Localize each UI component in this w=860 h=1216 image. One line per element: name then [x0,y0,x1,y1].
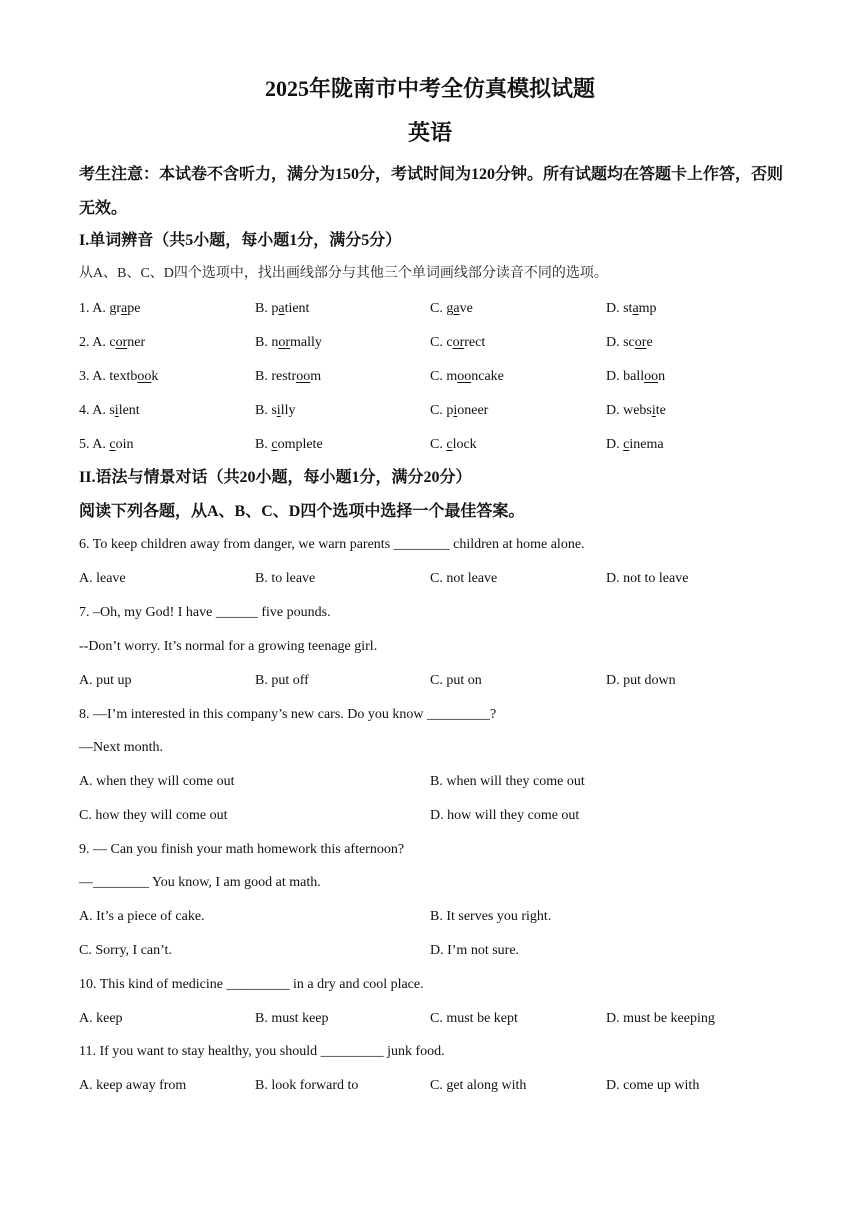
underlined-letters: oo [137,369,152,384]
option-d [606,367,665,387]
option-d [606,435,664,455]
option-text-suffix: oin [115,437,134,452]
option-b: B. must keep [255,1011,329,1026]
option-d: D. how will they come out [430,808,580,823]
option-text-prefix: 4. A. s [79,403,115,418]
option-a: A. keep [79,1011,123,1026]
option-d: D. must be keeping [606,1011,715,1026]
option-text-prefix: B. p [255,301,279,316]
underlined-letters: i [453,403,458,418]
question-4-options [0,401,860,421]
option-c: C. get along with [430,1078,527,1093]
option-b: B. look forward to [255,1078,359,1093]
underlined-letters: i [276,403,281,418]
option-text-prefix: D. ball [606,369,645,384]
underlined-letters: a [278,301,285,316]
option-text-prefix: D. st [606,301,633,316]
question-7-reply: --Don’t worry. It’s normal for a growing teenage girl. [79,639,378,654]
option-text-prefix: 5. A. [79,437,110,452]
option-c: C. Sorry, I can’t. [79,943,172,958]
option-b [255,367,321,387]
underlined-letters: a [121,301,128,316]
option-b [255,435,323,455]
option-d: D. not to leave [606,571,689,586]
subject-title: 英语 [407,120,452,145]
question-11-stem: 11. If you want to stay healthy, you should _________ junk food. [79,1044,445,1059]
underlined-letters: c [109,437,116,452]
option-text-prefix: D. [606,437,624,452]
underlined-letters: a [632,301,639,316]
option-text-prefix: 1. A. gr [79,301,121,316]
option-c: C. must be kept [430,1011,518,1026]
option-a: A. when they will come out [79,774,235,789]
question-10-stem: 10. This kind of medicine _________ in a dry and cool place. [79,977,424,992]
underlined-letters: oo [457,369,472,384]
underlined-letters: or [452,335,465,350]
option-b: B. when will they come out [430,774,585,789]
option-b: B. to leave [255,571,316,586]
option-text-suffix: mp [638,301,657,316]
option-text-prefix: B. [255,437,272,452]
section-2-heading: II.语法与情景对话（共20小题，每小题1分，满分20分） [79,469,472,486]
option-a [79,367,158,387]
option-text-suffix: ncake [471,369,504,384]
question-8-options-row-1 [0,772,860,792]
question-9-options-row-2 [0,941,860,961]
exam-title: 2025年陇南市中考全仿真模拟试题 [264,76,595,101]
question-11-options [0,1076,860,1096]
question-8-reply: —Next month. [79,740,163,755]
option-text-prefix: D. webs [606,403,652,418]
option-d [606,299,657,319]
option-text-suffix: tient [284,301,310,316]
option-text-prefix: D. sc [606,335,635,350]
option-text-suffix: mally [290,335,322,350]
question-2-options [0,333,860,353]
underlined-letters: or [115,335,128,350]
section-2-instruction: 阅读下列各题，从A、B、C、D四个选项中选择一个最佳答案。 [79,503,525,520]
option-text-suffix: oneer [457,403,489,418]
option-a: A. It’s a piece of cake. [79,909,205,924]
option-text-prefix: B. n [255,335,279,350]
option-text-suffix: n [658,369,666,384]
option-text-prefix: C. p [430,403,454,418]
question-9-reply: —________ You know, I am good at math. [79,875,321,890]
question-9-options-row-1 [0,907,860,927]
question-8-stem: 8. —I’m interested in this company’s new cars. Do you know _________? [79,707,497,722]
option-text-suffix: k [151,369,159,384]
option-c: C. not leave [430,571,498,586]
option-text-suffix: lock [452,437,477,452]
option-text-prefix: C. g [430,301,454,316]
option-b: B. It serves you right. [430,909,552,924]
underlined-letters: i [651,403,656,418]
option-c [430,435,477,455]
section-1-instruction: 从A、B、C、D四个选项中，找出画线部分与其他三个单词画线部分读音不同的选项。 [79,266,608,281]
option-text-prefix: 3. A. textb [79,369,138,384]
option-d [606,333,653,353]
option-text-suffix: inema [629,437,664,452]
question-1-options [0,299,860,319]
option-d: D. I’m not sure. [430,943,520,958]
exam-notice: 考生注意：本试卷不含听力，满分为150分，考试时间为120分钟。所有试题均在答题卡上作答，否则无效。 [79,166,784,217]
option-b [255,299,309,319]
question-6-stem: 6. To keep children away from danger, we warn parents ________ children at home alone. [79,537,585,552]
option-a: A. put up [79,673,132,688]
option-a [79,401,140,421]
option-text-suffix: te [655,403,666,418]
question-5-options [0,435,860,455]
option-c [430,299,473,319]
underlined-letters: i [114,403,119,418]
option-text-suffix: lly [280,403,296,418]
option-a [79,333,145,353]
option-text-prefix: C. c [430,335,453,350]
underlined-letters: or [278,335,291,350]
option-c [430,401,488,421]
option-text-suffix: omplete [277,437,323,452]
option-a: A. keep away from [79,1078,187,1093]
question-3-options [0,367,860,387]
question-6-options [0,569,860,589]
option-a: A. leave [79,571,126,586]
option-text-suffix: ner [127,335,146,350]
underlined-letters: c [623,437,630,452]
option-c [430,367,504,387]
question-7-options [0,671,860,691]
question-9-stem: 9. — Can you finish your math homework this afternoon? [79,842,405,857]
option-c: C. how they will come out [79,808,228,823]
option-text-prefix: B. restr [255,369,297,384]
option-c [430,333,485,353]
option-text-suffix: e [646,335,653,350]
section-1-heading: I.单词辨音（共5小题，每小题1分，满分5分） [79,232,402,249]
question-8-options-row-2 [0,806,860,826]
underlined-letters: c [271,437,278,452]
option-d: D. come up with [606,1078,700,1093]
option-d [606,401,666,421]
option-b [255,401,295,421]
option-b [255,333,322,353]
question-10-options [0,1009,860,1029]
option-text-suffix: m [310,369,322,384]
option-text-suffix: pe [127,301,141,316]
option-text-prefix: B. s [255,403,277,418]
question-7-stem: 7. –Oh, my God! I have ______ five pounds. [79,605,331,620]
option-text-suffix: lent [118,403,140,418]
underlined-letters: c [446,437,453,452]
option-text-suffix: ve [459,301,473,316]
option-a [79,435,133,455]
option-d: D. put down [606,673,676,688]
option-text-prefix: C. [430,437,447,452]
option-c: C. put on [430,673,482,688]
option-text-prefix: 2. A. c [79,335,116,350]
option-text-prefix: C. m [430,369,458,384]
underlined-letters: oo [644,369,659,384]
option-text-suffix: rect [464,335,486,350]
underlined-letters: oo [296,369,311,384]
option-b: B. put off [255,673,309,688]
underlined-letters: a [453,301,460,316]
option-a [79,299,140,319]
underlined-letters: or [634,335,647,350]
